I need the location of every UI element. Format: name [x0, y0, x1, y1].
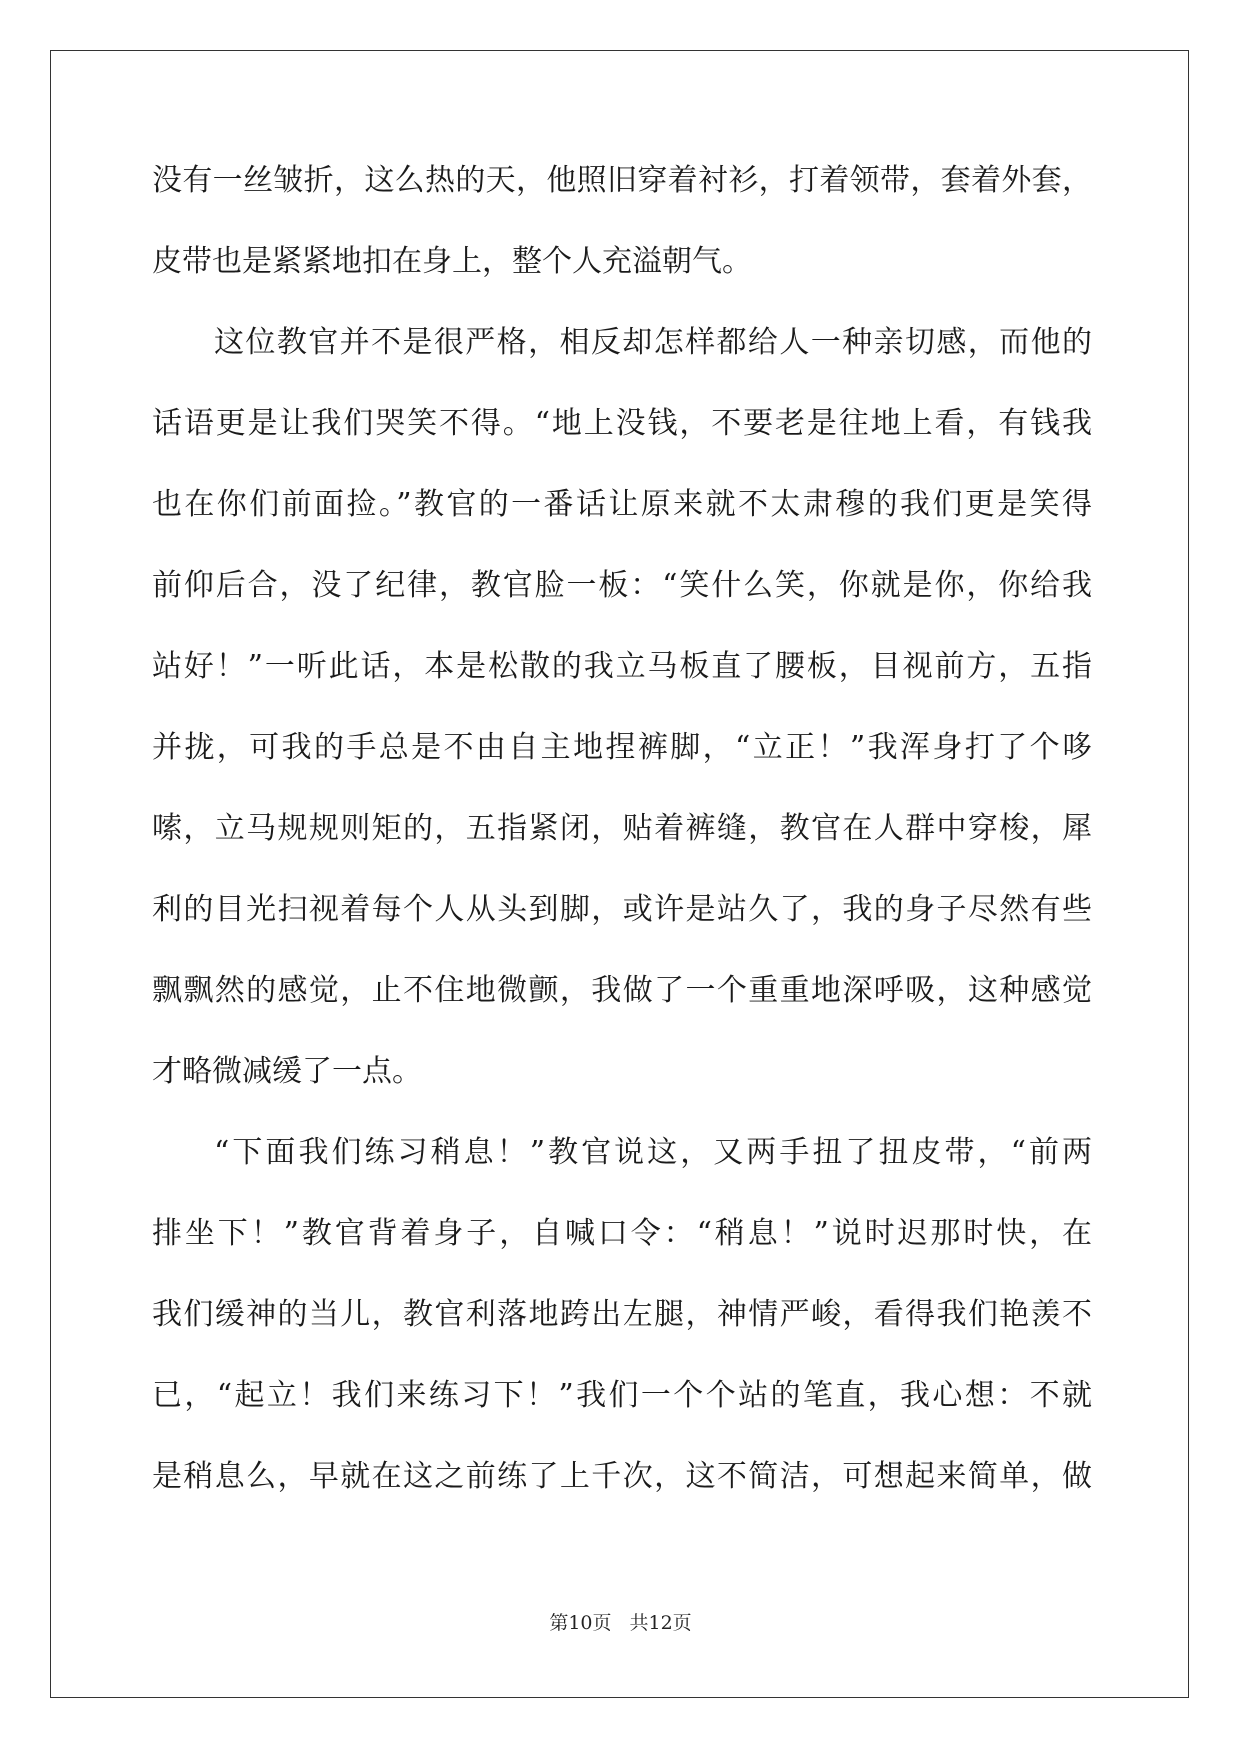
text-line: 才略微减缓了一点。: [152, 1054, 422, 1089]
text-line: 排坐下！”教官背着身子，自喊口令：“稍息！”说时迟那时快，在: [152, 1216, 1092, 1251]
text-line: 皮带也是紧紧地扣在身上，整个人充溢朝气。: [152, 244, 752, 279]
text-line: 利的目光扫视着每个人从头到脚，或许是站久了，我的身子尽然有些: [152, 892, 1092, 927]
text-line: 没有一丝皱折，这么热的天，他照旧穿着衬衫，打着领带，套着外套，: [152, 163, 1092, 198]
text-line: 也在你们前面捡。”教官的一番话让原来就不太肃穆的我们更是笑得: [152, 487, 1092, 522]
text-line: 话语更是让我们哭笑不得。“地上没钱，不要老是往地上看，有钱我: [152, 406, 1092, 441]
text-line: 嗦，立马规规则矩的，五指紧闭，贴着裤缝，教官在人群中穿梭，犀: [152, 811, 1092, 846]
text-line: “下面我们练习稍息！”教官说这，又两手扭了扭皮带，“前两: [214, 1135, 1092, 1170]
text-line: 是稍息么，早就在这之前练了上千次，这不简洁，可想起来简单，做: [152, 1459, 1092, 1494]
text-line: 这位教官并不是很严格，相反却怎样都给人一种亲切感，而他的: [214, 325, 1092, 360]
text-line: 飘飘然的感觉，止不住地微颤，我做了一个重重地深呼吸，这种感觉: [152, 973, 1092, 1008]
text-line: 我们缓神的当儿，教官利落地跨出左腿，神情严峻，看得我们艳羡不: [152, 1297, 1092, 1332]
text-line: 前仰后合，没了纪律，教官脸一板：“笑什么笑，你就是你，你给我: [152, 568, 1092, 603]
text-line: 站好！”一听此话，本是松散的我立马板直了腰板，目视前方，五指: [152, 649, 1092, 684]
page-total: 共12页: [629, 1612, 692, 1634]
text-line: 并拢，可我的手总是不由自主地捏裤脚，“立正！”我浑身打了个哆: [152, 730, 1092, 765]
text-line: 已，“起立！我们来练习下！”我们一个个站的笔直，我心想：不就: [152, 1378, 1092, 1413]
page-number: 第10页: [549, 1612, 612, 1634]
page-footer: [0, 1608, 1241, 1635]
document-body: [152, 140, 1092, 1517]
